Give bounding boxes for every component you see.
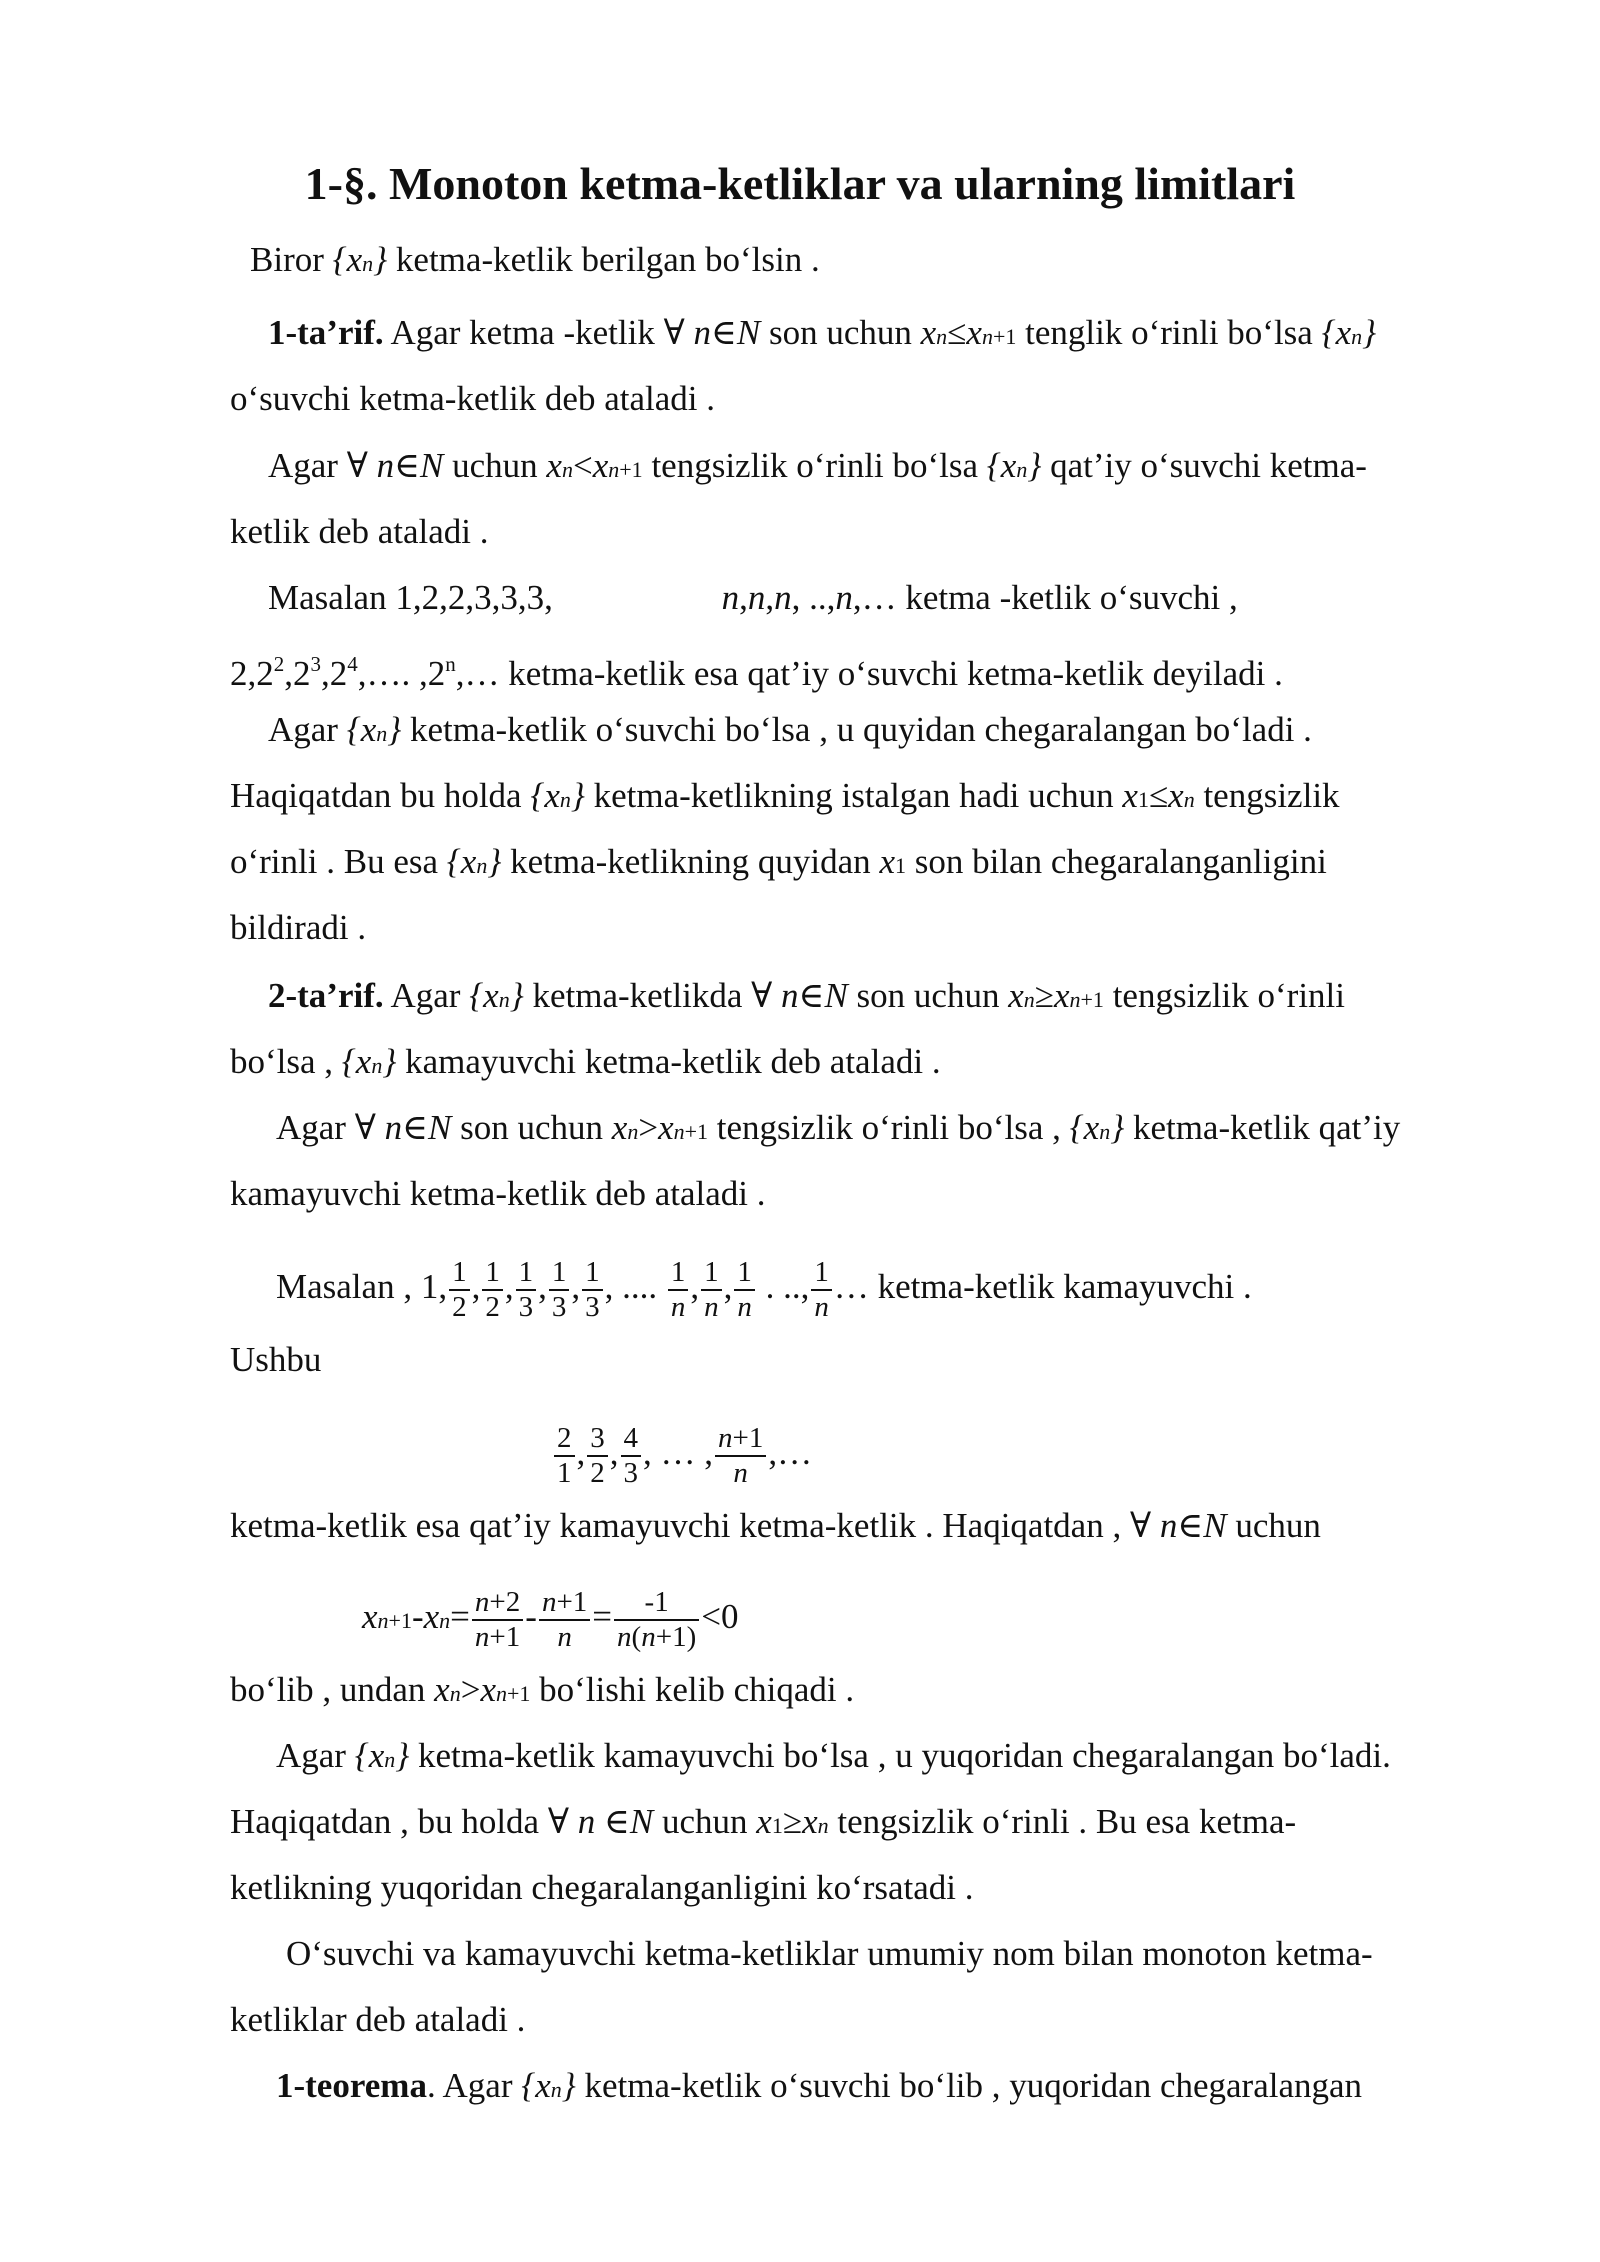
paragraph-line: kamayuvchi ketma-ketlik deb ataladi . xyxy=(230,1174,766,1213)
section-title: 1-§. Monoton ketma-ketliklar va ularning limitlari xyxy=(304,158,1296,209)
paragraph-line: Haqiqatdan bu holda {xn} ketma-ketlikning istalgan hadi uchun x1≤xn tengsizlik xyxy=(230,776,1340,815)
paragraph-line: Agar {xn} ketma-ketlik kamayuvchi bo‘lsa , u yuqoridan chegaralangan bo‘ladi. xyxy=(276,1736,1391,1775)
paragraph-line: ketliklar deb ataladi . xyxy=(230,2000,526,2039)
paragraph-line: O‘suvchi va kamayuvchi ketma-ketliklar umumiy nom bilan monoton ketma- xyxy=(286,1934,1373,1973)
definition-2-line: 2-ta’rif. Agar {xn} ketma-ketlikda ∀ n∈N son uchun xn≥xn+1 tengsizlik o‘rinli xyxy=(268,976,1346,1015)
equation-sequence: $\frac{2}{1}$ , $\frac{3}{2}$ , $\frac{4}{3}$ , … , $\frac{n+1}{n}$ ,… xyxy=(552,1422,812,1490)
definition-label: 1-ta’rif. xyxy=(268,313,384,352)
equation-difference: xn+1-xn= $\frac{n+2}{n+1}$ - $\frac{n+1}{n}$ = $\frac{-1}{n(n+1)}$ <0 xyxy=(362,1586,739,1653)
theorem-1-line: 1-teorema. Agar {xn} ketma-ketlik o‘suvchi bo‘lib , yuqoridan chegaralangan xyxy=(276,2066,1363,2105)
paragraph-line: bo‘lsa , {xn} kamayuvchi ketma-ketlik deb ataladi . xyxy=(230,1042,941,1081)
paragraph-line: o‘rinli . Bu esa {xn} ketma-ketlikning quyidan x1 son bilan chegaralanganligini xyxy=(230,842,1327,881)
theorem-label: 1-teorema xyxy=(276,2066,427,2105)
paragraph-line: ketlikning yuqoridan chegaralanganligini ko‘rsatadi . xyxy=(230,1868,974,1907)
definition-label: 2-ta’rif. xyxy=(268,976,384,1015)
paragraph-line: bo‘lib , undan xn>xn+1 bo‘lishi kelib chiqadi . xyxy=(230,1670,855,1709)
example-line: $2,2^2,2^3,2^4,\dots$. ,2$^n$,… ketma-ketlik esa qat’iy o‘suvchi ketma-ketlik deyiladi . xyxy=(230,652,1283,693)
paragraph-line: ketlik deb ataladi . xyxy=(230,512,489,551)
example-line: Masalan 1,2,2,3,3,3, n,n,n, ..,n,… ketma -ketlik o‘suvchi , xyxy=(268,578,1238,617)
paragraph-line: o‘suvchi ketma-ketlik deb ataladi . xyxy=(230,379,715,418)
paragraph-line: Ushbu xyxy=(230,1340,322,1379)
paragraph-line: Agar ∀ n∈N uchun xn<xn+1 tengsizlik o‘rinli bo‘lsa {xn} qat’iy o‘suvchi ketma- xyxy=(268,446,1367,485)
definition-1-line: 1-ta’rif. Agar ketma -ketlik ∀ n∈N son uchun xn≤xn+1 tenglik o‘rinli bo‘lsa {xn} xyxy=(268,313,1377,352)
paragraph-line: Agar ∀ n∈N son uchun xn>xn+1 tengsizlik o‘rinli bo‘lsa , {xn} ketma-ketlik qat’iy xyxy=(276,1108,1401,1147)
paragraph-line: Agar {xn} ketma-ketlik o‘suvchi bo‘lsa , u quyidan chegaralangan bo‘ladi . xyxy=(268,710,1312,749)
example-line: Masalan , 1, $\frac{1}{2}$ , $\frac{1}{2}$ , $\frac{1}{3}$ , $\frac{1}{3}$ , $\frac{1}{3}$ , .... $\frac{1}{n}$ , $\frac{1}{n}$ , $\frac{1}{n}$ . .., $\frac{1}{n}$ … ketma-ketlik kamayuvchi . xyxy=(276,1256,1252,1323)
paragraph-line: ketma-ketlik esa qat’iy kamayuvchi ketma-ketlik . Haqiqatdan , ∀ n∈N uchun xyxy=(230,1506,1321,1545)
paragraph-line: Biror {xn} ketma-ketlik berilgan bo‘lsin . xyxy=(250,240,820,279)
paragraph-line: Haqiqatdan , bu holda ∀ n ∈N uchun x1≥xn tengsizlik o‘rinli . Bu esa ketma- xyxy=(230,1802,1297,1841)
paragraph-line: bildiradi . xyxy=(230,908,367,947)
